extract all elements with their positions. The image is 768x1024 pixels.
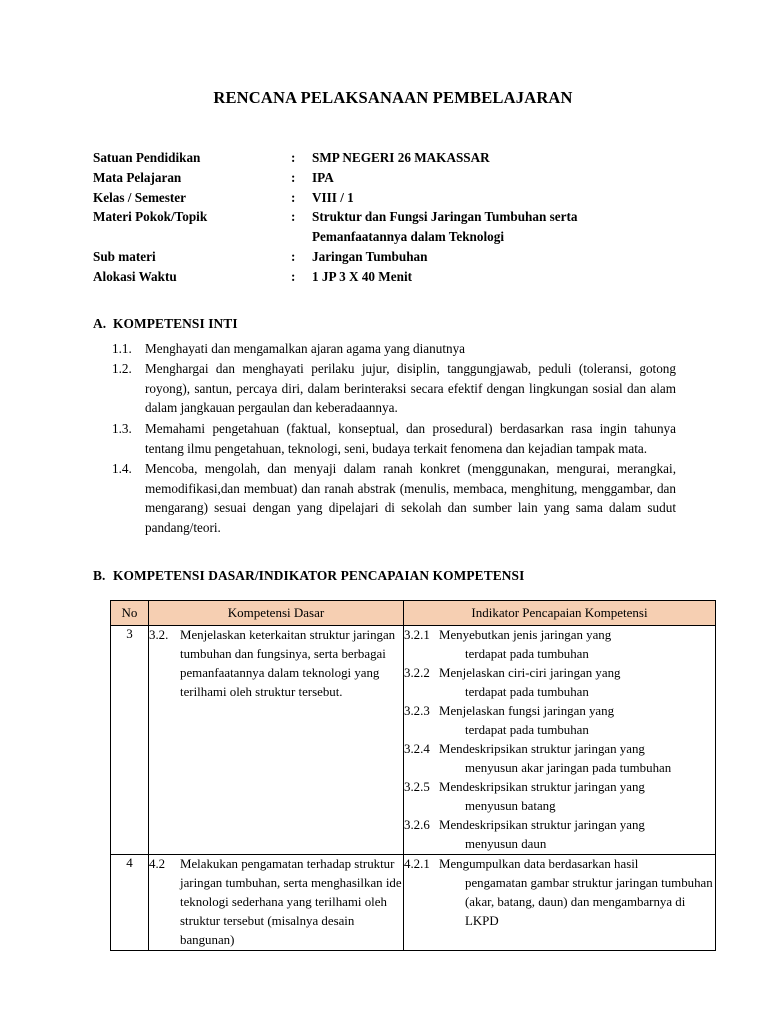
list-item bbox=[112, 339, 676, 359]
indicator-number: 3.2.3 bbox=[404, 703, 430, 718]
meta-colon: : bbox=[291, 248, 296, 264]
indicator-number: 3.2.5 bbox=[404, 779, 430, 794]
indicator-text bbox=[439, 740, 715, 778]
indicator-number: 4.2.1 bbox=[404, 856, 430, 871]
meta-row-sub-materi bbox=[93, 247, 768, 267]
indicator-text-cont: terdapat pada tumbuhan bbox=[465, 722, 589, 737]
meta-value: VIII / 1 bbox=[312, 189, 354, 205]
indicator-entry bbox=[404, 855, 715, 931]
indicator-text-main: Mengumpulkan data berdasarkan hasil bbox=[439, 856, 639, 871]
meta-colon: : bbox=[291, 209, 296, 225]
meta-label: Satuan Pendidikan bbox=[93, 150, 201, 165]
section-letter: B. bbox=[93, 567, 106, 583]
section-heading-kompetensi-dasar bbox=[0, 539, 768, 584]
meta-value: SMP NEGERI 26 MAKASSAR bbox=[312, 150, 490, 165]
meta-colon: : bbox=[291, 150, 296, 165]
indicator-text-cont: terdapat pada tumbuhan bbox=[465, 684, 589, 699]
indicator-text bbox=[439, 816, 715, 854]
indicator-number: 3.2.4 bbox=[404, 741, 430, 756]
indicator-text-cont: terdapat pada tumbuhan bbox=[465, 646, 589, 661]
indicator-text-main: Menjelaskan fungsi jaringan yang bbox=[439, 703, 615, 718]
indicator-number: 3.2.1 bbox=[404, 627, 430, 642]
indicator-number: 3.2.2 bbox=[404, 665, 430, 680]
column-header-indikator: Indikator Pencapaian Kompetensi bbox=[404, 600, 716, 625]
indicator-text bbox=[439, 702, 715, 740]
indicator-text bbox=[439, 855, 715, 931]
meta-label: Alokasi Waktu bbox=[93, 268, 177, 284]
list-item-number: 1.4. bbox=[112, 461, 132, 477]
list-item bbox=[112, 359, 676, 418]
page-title: RENCANA PELAKSANAAN PEMBELAJARAN bbox=[213, 88, 573, 107]
meta-label: Kelas / Semester bbox=[93, 189, 187, 205]
kd-text: Menjelaskan keterkaitan struktur jaringan tumbuhan dan fungsinya, serta berbagai pemanfaatannya dalam teknologi yang terilhami oleh struktur tersebut. bbox=[180, 627, 396, 699]
indicator-entry bbox=[404, 778, 715, 816]
meta-value-line1: Struktur dan Fungsi Jaringan Tumbuhan serta bbox=[312, 209, 578, 225]
cell-no: 3 bbox=[111, 625, 149, 854]
indicator-text-cont: pengamatan gambar struktur jaringan tumbuhan (akar, batang, daun) dan mengambarnya di LKPD bbox=[465, 875, 713, 928]
indicator-text-cont: menyusun batang bbox=[465, 798, 556, 813]
cell-indikator bbox=[404, 625, 716, 854]
kd-entry bbox=[149, 855, 403, 950]
table-row bbox=[111, 625, 716, 854]
section-title: KOMPETENSI INTI bbox=[113, 315, 238, 331]
meta-value-line2: Pemanfaatannya dalam Teknologi bbox=[312, 229, 504, 245]
meta-label: Sub materi bbox=[93, 248, 156, 264]
list-item-number: 1.2. bbox=[112, 361, 132, 377]
indicator-text-cont: menyusun akar jaringan pada tumbuhan bbox=[465, 760, 672, 775]
list-item-text: Mencoba, mengolah, dan menyaji dalam ranah konkret (menggunakan, mengurai, merangkai, memodifikasi,dan membuat) dan ranah abstrak (menulis, membaca, menghitung, menggambar, dan mengarang) sesuai dengan yang dipelajari di sekolah dan sumber lain yang sama dalam sudut pandang/teori. bbox=[145, 461, 676, 535]
meta-colon: : bbox=[291, 189, 296, 205]
indicator-text-main: Mendeskripsikan struktur jaringan yang bbox=[439, 817, 645, 832]
indicator-text-main: Mendeskripsikan struktur jaringan yang bbox=[439, 741, 645, 756]
meta-row-materi-pokok bbox=[93, 207, 768, 247]
list-item-text: Memahami pengetahuan (faktual, konseptual, dan prosedural) berdasarkan rasa ingin tahunya tentang ilmu pengetahuan, teknologi, seni, budaya terkait fenomena dan kejadian tampak mata. bbox=[145, 420, 676, 456]
kompetensi-dasar-table bbox=[110, 600, 716, 951]
kd-number: 3.2. bbox=[149, 627, 169, 642]
list-item-text: Menghayati dan mengamalkan ajaran agama yang dianutnya bbox=[145, 340, 466, 356]
indicator-entry bbox=[404, 702, 715, 740]
document-header-fields bbox=[0, 108, 768, 287]
indicator-text bbox=[439, 626, 715, 664]
meta-row-alokasi-waktu bbox=[93, 267, 768, 287]
meta-value: Jaringan Tumbuhan bbox=[312, 248, 428, 264]
indicator-number: 3.2.6 bbox=[404, 817, 430, 832]
meta-colon: : bbox=[291, 268, 296, 284]
indicator-text-cont: menyusun daun bbox=[465, 836, 547, 851]
meta-row-mata-pelajaran bbox=[93, 168, 768, 188]
list-item-number: 1.3. bbox=[112, 420, 132, 436]
kd-text: Melakukan pengamatan terhadap struktur jaringan tumbuhan, serta menghasilkan ide teknologi sederhana yang terilhami oleh struktur tersebut (misalnya desain bangunan) bbox=[180, 856, 402, 947]
meta-value bbox=[312, 207, 697, 247]
column-header-no: No bbox=[111, 600, 149, 625]
section-title: KOMPETENSI DASAR/INDIKATOR PENCAPAIAN KOMPETENSI bbox=[113, 567, 525, 583]
list-item bbox=[112, 459, 676, 537]
indicator-text-main: Menyebutkan jenis jaringan yang bbox=[439, 627, 612, 642]
meta-label: Materi Pokok/Topik bbox=[93, 209, 208, 225]
indicator-entry bbox=[404, 740, 715, 778]
meta-value: IPA bbox=[312, 169, 334, 185]
kompetensi-inti-list bbox=[0, 332, 768, 538]
kd-entry bbox=[149, 626, 403, 702]
meta-row-satuan-pendidikan bbox=[93, 148, 768, 168]
cell-kompetensi-dasar bbox=[149, 625, 404, 854]
cell-kompetensi-dasar bbox=[149, 854, 404, 950]
list-item-text: Menghargai dan menghayati perilaku jujur, disiplin, tanggungjawab, peduli (toleransi, gotong royong), santun, percaya diri, dalam berinteraksi secara efektif dengan lingkungan sosial dan alam dalam jangkauan pergaulan dan keberadaannya. bbox=[145, 361, 676, 416]
meta-colon: : bbox=[291, 169, 296, 185]
table-header-row bbox=[111, 600, 716, 625]
list-item-number: 1.1. bbox=[112, 340, 132, 356]
meta-value: 1 JP 3 X 40 Menit bbox=[312, 268, 412, 284]
indicator-text bbox=[439, 778, 715, 816]
indicator-text-main: Menjelaskan ciri-ciri jaringan yang bbox=[439, 665, 621, 680]
cell-no: 4 bbox=[111, 854, 149, 950]
section-heading-kompetensi-inti bbox=[0, 287, 768, 332]
kd-number: 4.2 bbox=[149, 856, 166, 871]
indicator-entry bbox=[404, 816, 715, 854]
table-row bbox=[111, 854, 716, 950]
kompetensi-dasar-table-container bbox=[0, 584, 768, 951]
section-letter: A. bbox=[93, 315, 107, 331]
indicator-entry bbox=[404, 626, 715, 664]
cell-indikator bbox=[404, 854, 716, 950]
meta-row-kelas-semester bbox=[93, 188, 768, 208]
indicator-entry bbox=[404, 664, 715, 702]
list-item bbox=[112, 419, 676, 458]
column-header-kompetensi-dasar: Kompetensi Dasar bbox=[149, 600, 404, 625]
indicator-text bbox=[439, 664, 715, 702]
indicator-text-main: Mendeskripsikan struktur jaringan yang bbox=[439, 779, 645, 794]
meta-label: Mata Pelajaran bbox=[93, 169, 182, 185]
